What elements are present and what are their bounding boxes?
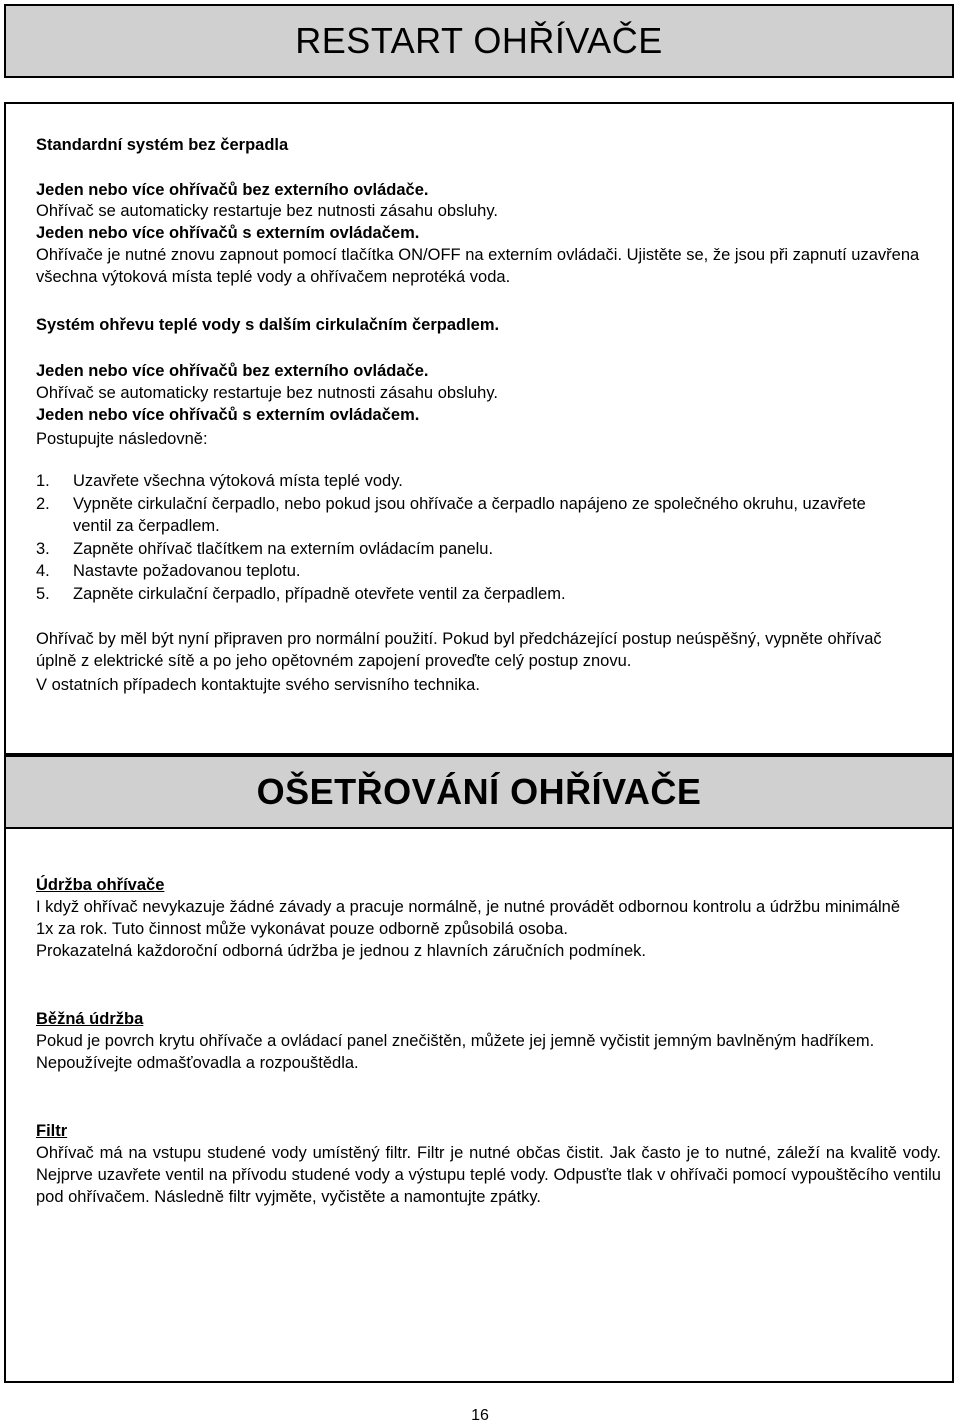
restart-heater-title-box — [4, 4, 954, 78]
list-item: 5. Zapněte cirkulační čerpadlo, případně otevřete ventil za čerpadlem. — [36, 584, 566, 603]
heater-maintenance-title: OŠETŘOVÁNÍ OHŘÍVAČE — [256, 771, 702, 812]
std-ext-text: Ohřívače je nutné znovu zapnout pomocí tlačítka ON/OFF na externím ovládači. Ujistěte se, že jsou při zapnutí uzavřena všechna výtoková místa teplé vody a ohřívačem neprotéká voda. — [36, 246, 920, 286]
pump-no-ext-text: Ohřívač se automaticky restartuje bez nutnosti zásahu obsluhy. — [36, 384, 498, 402]
heater-maintenance-title-box — [4, 755, 954, 829]
std-ext-heading: Jeden nebo více ohřívačů s externím ovládačem. — [36, 224, 420, 242]
list-item: 2. Vypněte cirkulační čerpadlo, nebo pokud jsou ohřívače a čerpadlo napájeno ze společného okruhu, uzavřete ventil za čerpadlem. — [36, 494, 866, 535]
maintenance-text: I když ohřívač nevykazuje žádné závady a pracuje normálně, je nutné provádět odbornou kontrolu a údržbu minimálně 1x za rok. Tuto činnost může vykonávat pouze odborně způsobilá osoba. — [36, 898, 901, 938]
restart-heater-content — [4, 102, 954, 755]
maintenance-warranty-text: Prokazatelná každoroční odborná údržba je jednou z hlavních záručních podmínek. — [36, 942, 646, 960]
filter-text: Ohřívač má na vstupu studené vody umístěný filtr. Filtr je nutné občas čistit. Jak často je to nutné, záleží na kvalitě vody. Nejprve uzavřete ventil na přívodu studené vody a výstupu teplé vody. Odpusťte tlak v ohřívači pomocí vypouštěcího ventilu pod ohřívačem. Následně filtr vyjměte, vyčistěte a namontujte zpátky. — [36, 1144, 941, 1206]
heater-maintenance-content — [4, 829, 954, 1383]
std-no-ext-heading: Jeden nebo více ohřívačů bez externího ovládače. — [36, 181, 429, 199]
std-no-ext-text: Ohřívač se automaticky restartuje bez nutnosti zásahu obsluhy. — [36, 202, 498, 220]
pump-system-heading: Systém ohřevu teplé vody s dalším cirkulačním čerpadlem. — [36, 316, 500, 334]
closing-text: Ohřívač by měl být nyní připraven pro normální použití. Pokud byl předcházející postup neúspěšný, vypněte ohřívač úplně z elektrické sítě a po jeho opětovném zapojení proveďte celý postup znovu. — [36, 630, 882, 670]
restart-heater-title: RESTART OHŘÍVAČE — [295, 20, 663, 61]
restart-steps-list — [36, 470, 942, 605]
standard-system-heading: Standardní systém bez čerpadla — [36, 136, 289, 154]
list-item: 1. Uzavřete všechna výtoková místa teplé vody. — [36, 472, 403, 490]
routine-maintenance-heading: Běžná údržba — [36, 1010, 144, 1028]
routine-maintenance-text: Pokud je povrch krytu ohřívače a ovládací panel znečištěn, můžete jej jemně vyčistit jemným bavlněným hadříkem. Nepoužívejte odmašťovadla a rozpouštědla. — [36, 1032, 875, 1072]
pump-ext-heading: Jeden nebo více ohřívačů s externím ovládačem. — [36, 406, 420, 424]
pump-no-ext-heading: Jeden nebo více ohřívačů bez externího ovládače. — [36, 362, 429, 380]
page-number: 16 — [471, 1407, 489, 1424]
maintenance-heading: Údržba ohřívače — [36, 876, 165, 894]
list-item: 3. Zapněte ohřívač tlačítkem na externím ovládacím panelu. — [36, 539, 494, 558]
closing-contact-text: V ostatních případech kontaktujte svého servisního technika. — [36, 676, 480, 694]
filter-heading: Filtr — [36, 1122, 68, 1140]
pump-ext-text: Postupujte následovně: — [36, 430, 208, 448]
list-item: 4. Nastavte požadovanou teplotu. — [36, 562, 301, 580]
